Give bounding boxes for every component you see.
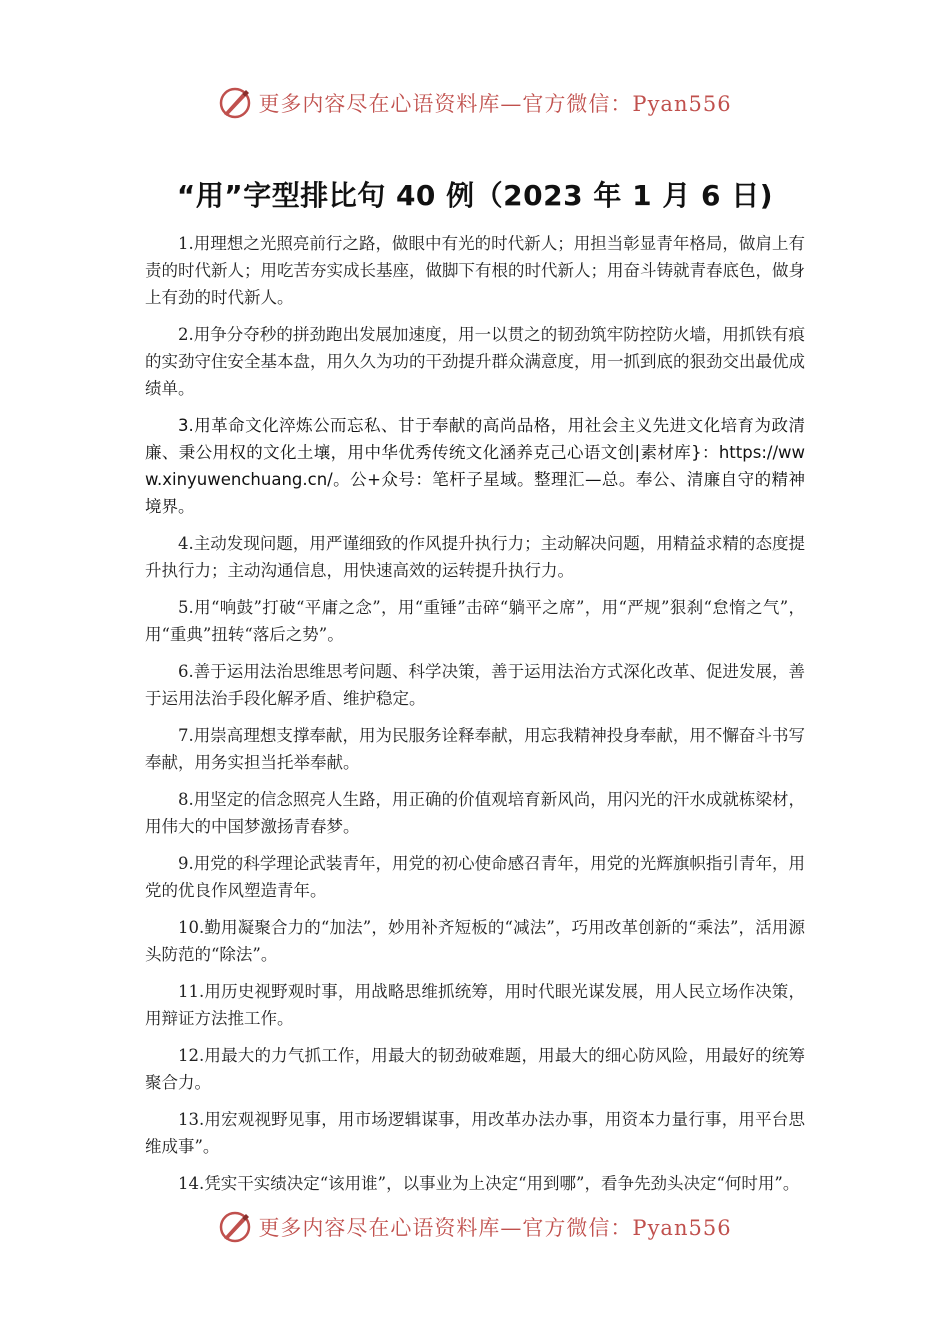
paragraph-13: 13.用宏观视野见事，用市场逻辑谋事，用改革办法办事，用资本力量行事，用平台思维成事”。 — [145, 1110, 805, 1156]
article-body — [145, 230, 805, 1207]
page-title: “用”字型排比句 40 例（2023 年 1 月 6 日) — [176, 179, 774, 212]
paragraph-14: 14.凭实干实绩决定“该用谁”，以事业为上决定“用到哪”，看争先劲头决定“何时用”。 — [178, 1174, 800, 1193]
paragraph-9: 9.用党的科学理论武装青年，用党的初心使命感召青年，用党的光辉旗帜指引青年，用党的优良作风塑造青年。 — [145, 854, 805, 900]
paragraph-7: 7.用崇高理想支撑奉献，用为民服务诠释奉献，用忘我精神投身奉献，用不懈奋斗书写奉献，用务实担当托举奉献。 — [145, 726, 805, 772]
pen-circle-logo-icon — [218, 86, 252, 120]
paragraph-8: 8.用坚定的信念照亮人生路，用正确的价值观培育新风尚，用闪光的汗水成就栋梁材，用伟大的中国梦激扬青春梦。 — [145, 790, 805, 836]
paragraph-3: 3.用革命文化淬炼公而忘私、甘于奉献的高尚品格，用社会主义先进文化培育为政清廉、秉公用权的文化土壤，用中华优秀传统文化涵养克己心语文创|素材库}：https://www.xinyuwenchuang.cn/。公+众号：笔杆子星域。整理汇—总。奉公、清廉自守的精神境界。 — [145, 416, 805, 516]
header-banner — [0, 86, 950, 120]
paragraph-4: 4.主动发现问题，用严谨细致的作风提升执行力；主动解决问题，用精益求精的态度提升执行力；主动沟通信息，用快速高效的运转提升执行力。 — [145, 534, 805, 580]
header-banner-text: 更多内容尽在心语资料库—官方微信：Pyan556 — [258, 92, 732, 116]
paragraph-5: 5.用“响鼓”打破“平庸之念”，用“重锤”击碎“躺平之席”，用“严规”狠刹“怠惰之气”，用“重典”扭转“落后之势”。 — [145, 598, 805, 644]
footer-banner — [0, 1210, 950, 1244]
pen-circle-logo-icon — [218, 1210, 252, 1244]
paragraph-12: 12.用最大的力气抓工作，用最大的韧劲破难题，用最大的细心防风险，用最好的统筹聚合力。 — [145, 1046, 805, 1092]
paragraph-10: 10.勤用凝聚合力的“加法”，妙用补齐短板的“减法”，巧用改革创新的“乘法”，活用源头防范的“除法”。 — [145, 918, 805, 964]
paragraph-1: 1.用理想之光照亮前行之路，做眼中有光的时代新人；用担当彰显青年格局，做肩上有责的时代新人；用吃苦夯实成长基座，做脚下有根的时代新人；用奋斗铸就青春底色，做身上有劲的时代新人。 — [145, 234, 805, 307]
paragraph-11: 11.用历史视野观时事，用战略思维抓统筹，用时代眼光谋发展，用人民立场作决策，用辩证方法推工作。 — [145, 982, 805, 1028]
footer-banner-text: 更多内容尽在心语资料库—官方微信：Pyan556 — [258, 1216, 732, 1240]
paragraph-2: 2.用争分夺秒的拼劲跑出发展加速度，用一以贯之的韧劲筑牢防控防火墙，用抓铁有痕的实劲守住安全基本盘，用久久为功的干劲提升群众满意度，用一抓到底的狠劲交出最优成绩单。 — [145, 325, 805, 398]
paragraph-6: 6.善于运用法治思维思考问题、科学决策，善于运用法治方式深化改革、促进发展，善于运用法治手段化解矛盾、维护稳定。 — [145, 662, 805, 708]
